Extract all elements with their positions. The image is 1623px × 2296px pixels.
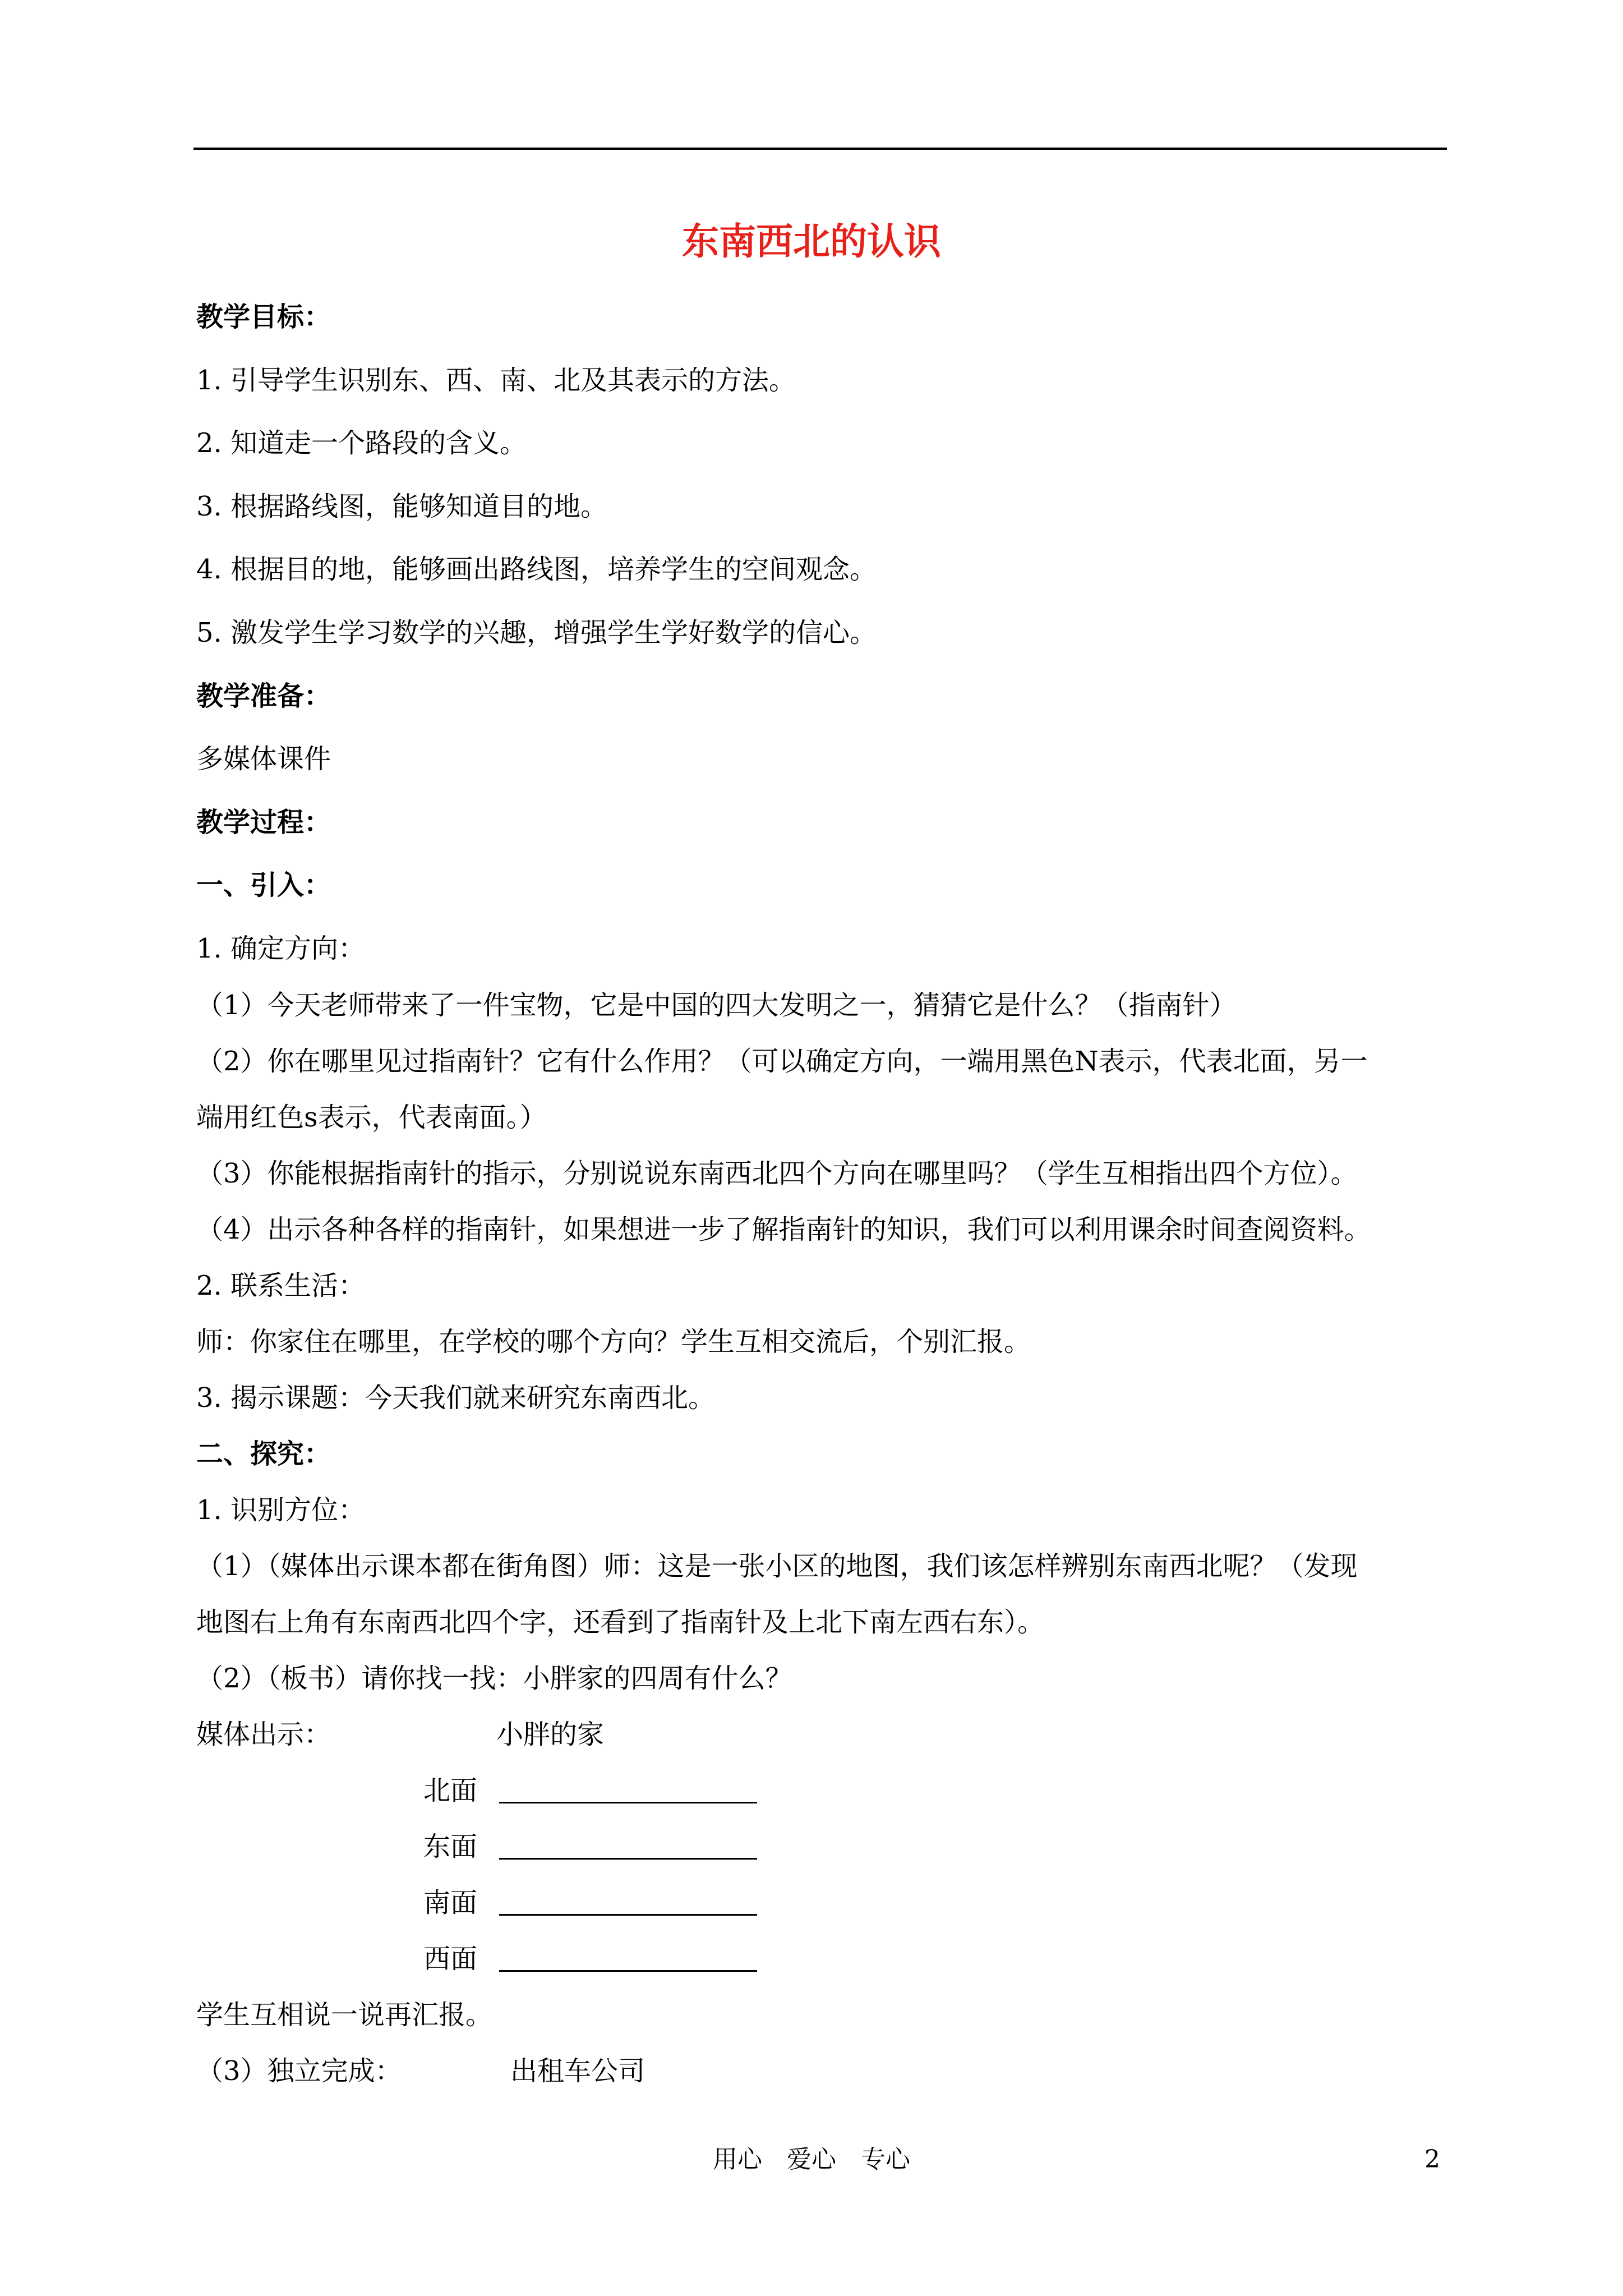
part1-q2-cont: 端用红色s表示，代表南面。）: [196, 1102, 547, 1133]
part1-q2: （2）你在哪里见过指南针？它有什么作用？（可以确定方向，一端用黑色N表示，代表北面，另一: [196, 1046, 1368, 1077]
part1-q1: （1）今天老师带来了一件宝物，它是中国的四大发明之一，猜猜它是什么？（指南针）: [196, 990, 1237, 1021]
part1-item1: 1. 确定方向：: [196, 933, 366, 964]
part2-q3-target: 出租车公司: [510, 2055, 645, 2087]
discuss-text: 学生互相说一说再汇报。: [196, 1999, 493, 2031]
answer-blank: [499, 1914, 757, 1916]
goal-item: 3. 根据路线图，能够知道目的地。: [196, 491, 608, 522]
part1-item3: 3. 揭示课题：今天我们就来研究东南西北。: [196, 1382, 716, 1414]
part2-q1: （1）（媒体出示课本都在街角图）师：这是一张小区的地图，我们该怎样辨别东南西北呢？（发现: [196, 1550, 1358, 1582]
goals-heading: 教学目标：: [196, 301, 331, 333]
part1-teacher: 师：你家住在哪里，在学校的哪个方向？学生互相交流后，个别汇报。: [196, 1326, 1031, 1358]
document-title: 东南西北的认识: [682, 219, 941, 263]
media-title: 小胖的家: [496, 1719, 605, 1750]
prep-heading: 教学准备：: [196, 680, 331, 712]
part1-item2: 2. 联系生活：: [196, 1270, 366, 1301]
answer-blank: [499, 1802, 757, 1803]
part2-item1: 1. 识别方位：: [196, 1494, 366, 1526]
goal-item: 1. 引导学生识别东、西、南、北及其表示的方法。: [196, 365, 796, 396]
answer-blank: [499, 1858, 757, 1860]
part1-q3: （3）你能根据指南针的指示，分别说说东南西北四个方向在哪里吗？（学生互相指出四个方位）。: [196, 1158, 1358, 1189]
prep-text: 多媒体课件: [196, 743, 331, 775]
part2-q3: （3）独立完成：: [196, 2055, 402, 2087]
direction-label-east: 东面: [423, 1831, 478, 1862]
media-label: 媒体出示：: [196, 1719, 331, 1750]
direction-label-west: 西面: [423, 1943, 478, 1975]
goal-item: 2. 知道走一个路段的含义。: [196, 427, 527, 459]
part2-q2: （2）（板书）请你找一找：小胖家的四周有什么？: [196, 1663, 792, 1694]
direction-label-north: 北面: [423, 1775, 478, 1806]
answer-blank: [499, 1970, 757, 1972]
goal-item: 4. 根据目的地，能够画出路线图，培养学生的空间观念。: [196, 554, 877, 585]
part1-q4: （4）出示各种各样的指南针，如果想进一步了解指南针的知识，我们可以利用课余时间查阅资料。: [196, 1214, 1371, 1245]
part2-heading: 二、探究：: [196, 1438, 331, 1470]
part1-heading: 一、引入：: [196, 869, 331, 901]
process-heading: 教学过程：: [196, 807, 331, 838]
goal-item: 5. 激发学生学习数学的兴趣，增强学生学好数学的信心。: [196, 617, 877, 648]
header-rule: [193, 148, 1447, 150]
direction-label-south: 南面: [423, 1887, 478, 1918]
page-number: 2: [1424, 2145, 1440, 2174]
part2-q1-cont: 地图右上角有东南西北四个字，还看到了指南针及上北下南左西右东）。: [196, 1607, 1045, 1638]
footer-motto: 用心 爱心 专心: [713, 2145, 910, 2174]
